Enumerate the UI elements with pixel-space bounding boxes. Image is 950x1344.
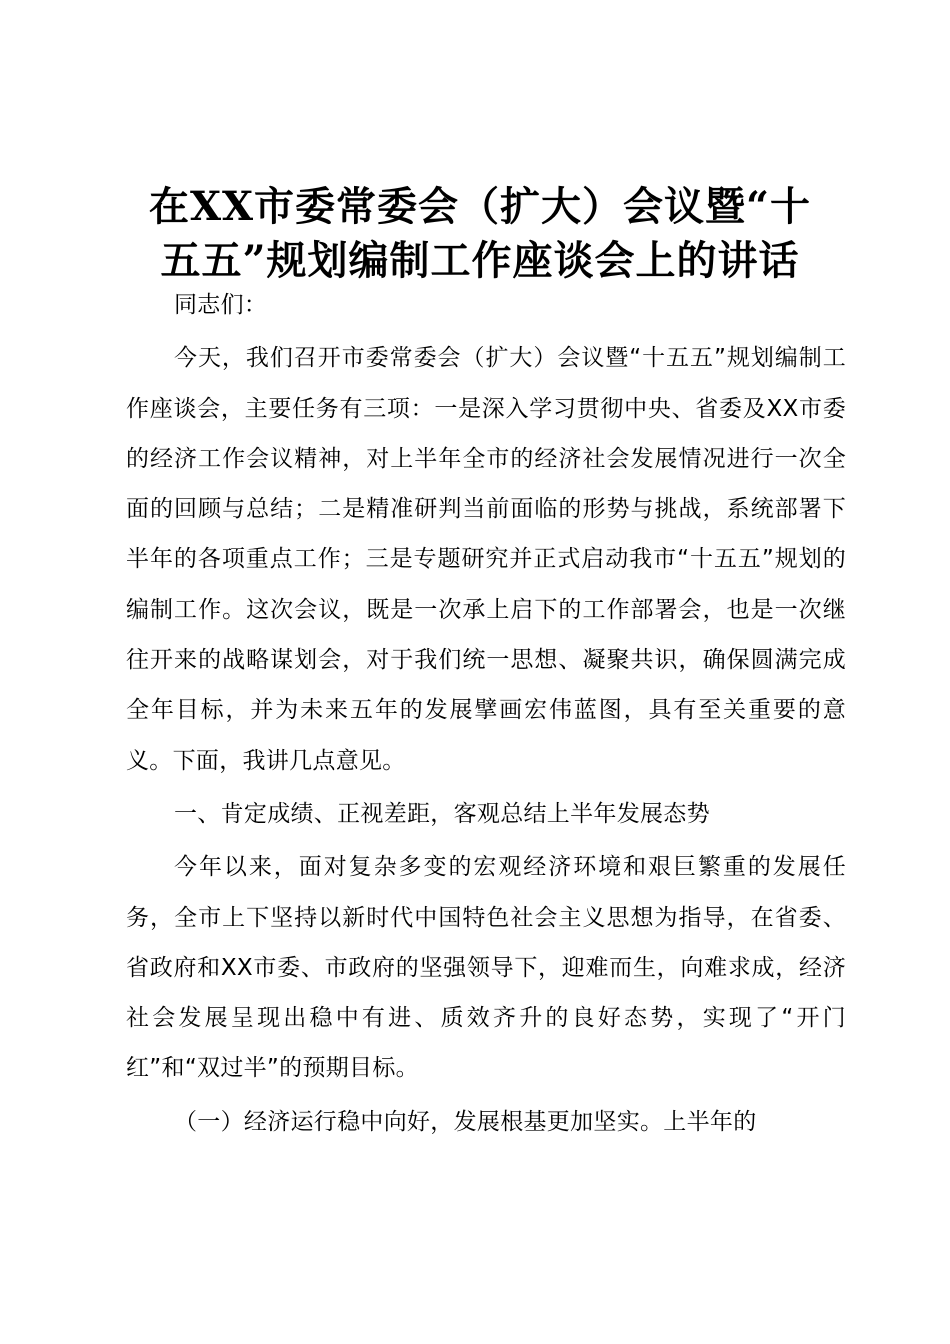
section-heading-1: 一、肯定成绩、正视差距，客观总结上半年发展态势 [174, 800, 710, 827]
paragraph-section-1: 今年以来，面对复杂多变的宏观经济环境和艰巨繁重的发展任务，全市上下坚持以新时代中国特色社会主义思想为指导，在省委、省政府和XX市委、市政府的坚强领导下，迎难而生，向难求成，经济社会发展呈现出稳中有进、质效齐升的良好态势，实现了“开门红”和“双过半”的预期目标。 [126, 854, 846, 1082]
title-line-1: 在XX市委常委会（扩大）会议暨“十 [148, 183, 812, 230]
document-body [126, 280, 846, 1147]
document-title [100, 180, 860, 288]
paragraph-subsection-1: （一）经济运行稳中向好，发展根基更加坚实。上半年的 [174, 1108, 757, 1135]
paragraph-intro: 今天，我们召开市委常委会（扩大）会议暨“十五五”规划编制工作座谈会，主要任务有三项：一是深入学习贯彻中央、省委及XX市委的经济工作会议精神，对上半年全市的经济社会发展情况进行一次全面的回顾与总结；二是精准研判当前面临的形势与挑战，系统部署下半年的各项重点工作；三是专题研究并正式启动我市“十五五”规划的编制工作。这次会议，既是一次承上启下的工作部署会，也是一次继往开来的战略谋划会，对于我们统一思想、凝聚共识，确保圆满完成全年目标，并为未来五年的发展擘画宏伟蓝图，具有至关重要的意义。下面，我讲几点意见。 [126, 345, 846, 774]
title-line-2: 五五”规划编制工作座谈会上的讲话 [160, 237, 800, 284]
salutation: 同志们： [174, 292, 268, 318]
